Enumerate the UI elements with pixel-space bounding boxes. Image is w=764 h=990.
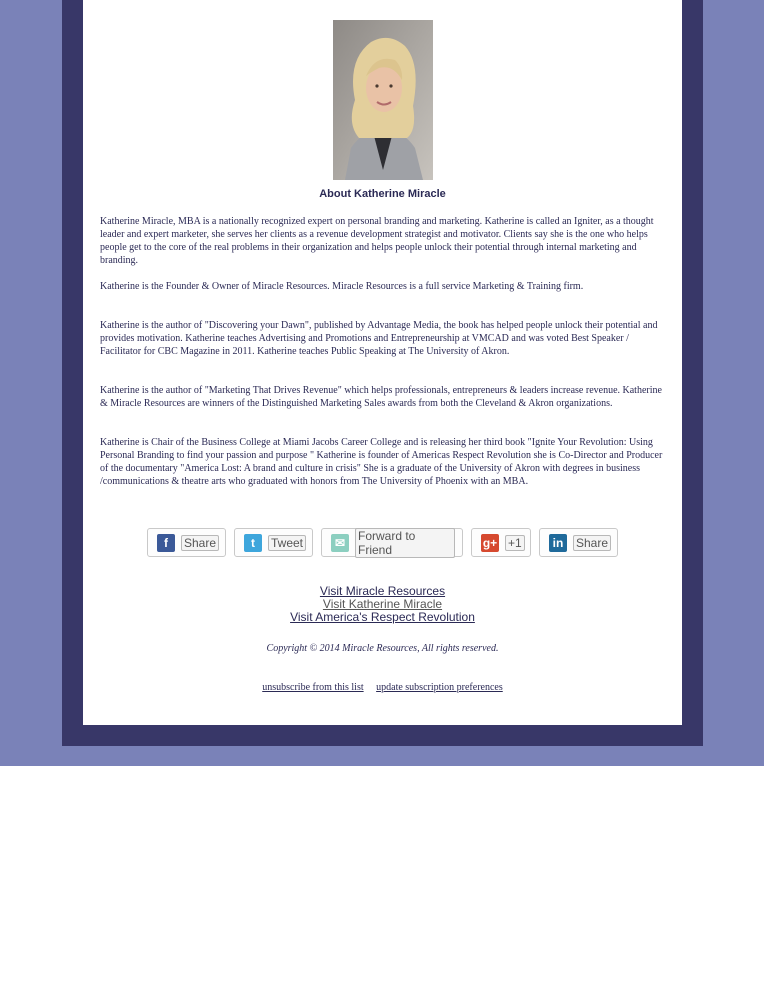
twitter-tweet-button[interactable] xyxy=(234,528,313,557)
email-card xyxy=(83,0,682,725)
forward-to-friend-label: Forward to Friend xyxy=(355,528,455,558)
twitter-icon: t xyxy=(244,534,262,552)
linkedin-share-button[interactable] xyxy=(539,528,618,557)
bio-paragraph-2: Katherine is the Founder & Owner of Miracle Resources. Miracle Resources is a full service Marketing & Training firm. xyxy=(100,281,584,292)
bio-paragraph-3: Katherine is the author of "Discovering your Dawn", published by Advantage Media, the book has helped people unlock their potential and provides motivation. Katherine teaches Advertising and Promotions and Entrepreneurship at VMCAD and was voted Best Speaker / Facilitator for CBC Magazine in 2011. Katherine teaches Public Speaking at The University of Akron. xyxy=(100,320,658,357)
google-plus-button[interactable] xyxy=(471,528,531,557)
visit-respect-revolution-link[interactable]: Visit America's Respect Revolution xyxy=(290,610,475,624)
about-heading: About Katherine Miracle xyxy=(319,188,446,200)
footer-links xyxy=(83,682,682,693)
copyright-text: Copyright © 2014 Miracle Resources, All rights reserved. xyxy=(266,643,499,654)
forward-to-friend-button[interactable] xyxy=(321,528,463,557)
facebook-share-button[interactable] xyxy=(147,528,226,557)
profile-photo xyxy=(333,20,433,180)
update-preferences-link[interactable]: update subscription preferences xyxy=(376,682,503,693)
facebook-icon: f xyxy=(157,534,175,552)
bio-paragraph-4: Katherine is the author of "Marketing That Drives Revenue" which helps professionals, entrepreneurs & leaders increase revenue. Katherine & Miracle Resources are winners of the Distinguished Marketing Sales awards from both the Cleveland & Akron organizations. xyxy=(100,385,662,409)
linkedin-share-label: Share xyxy=(573,535,611,551)
bio-paragraph-5: Katherine is Chair of the Business College at Miami Jacobs Career College and is releasing her third book "Ignite Your Revolution: Using Personal Branding to find your passion and purpose " Katherine is founder of Americas Respect Revolution she is Co-Director and Producer of the documentary "America Lost: A brand and culture in crisis" She is a graduate of the University of Akron with degrees in business /communications & theatre arts who graduated with honors from The University of Phoenix with an MBA. xyxy=(100,437,663,487)
visit-miracle-resources-link[interactable]: Visit Miracle Resources xyxy=(319,584,446,598)
email-icon: ✉ xyxy=(331,534,349,552)
portrait-photo-icon xyxy=(333,20,433,180)
bio-paragraph-1: Katherine Miracle, MBA is a nationally recognized expert on personal branding and marketing. Katherine is called an Igniter, as a thought leader and expert marketer, she serves her clients as a revenue development strategist and motivator. Clients say she is the one who helps people get to the core of the real problems in their organization and helps people unlock their potential through internal marketing and branding. xyxy=(100,216,654,266)
linkedin-icon: in xyxy=(549,534,567,552)
twitter-tweet-label: Tweet xyxy=(268,535,306,551)
facebook-share-label: Share xyxy=(181,535,219,551)
visit-katherine-miracle-link[interactable]: Visit Katherine Miracle xyxy=(322,597,443,611)
unsubscribe-link[interactable]: unsubscribe from this list xyxy=(262,682,364,693)
google-plus-label: +1 xyxy=(505,535,525,551)
visit-link-row-3 xyxy=(83,611,682,624)
google-plus-icon: g+ xyxy=(482,535,498,550)
